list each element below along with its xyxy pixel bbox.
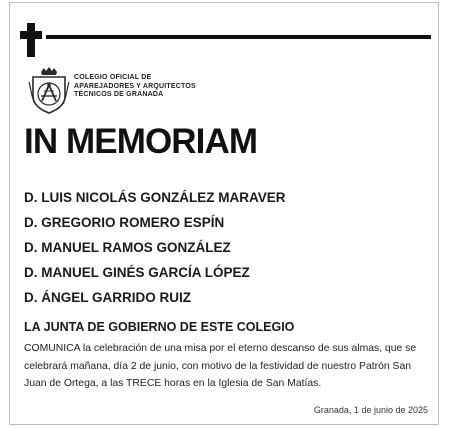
page-title: IN MEMORIAM — [24, 122, 258, 161]
deceased-name: D. LUIS NICOLÁS GONZÁLEZ MARAVER — [24, 190, 286, 205]
announcement-verb: COMUNICA — [24, 343, 80, 354]
announcement-paragraph — [24, 340, 428, 393]
organization-line-2: APAREJADORES Y ARQUITECTOS — [74, 82, 196, 90]
organization-line-1: COLEGIO OFICIAL DE — [74, 74, 152, 81]
latin-cross-icon — [20, 23, 42, 57]
deceased-name: D. MANUEL RAMOS GONZÁLEZ — [24, 240, 231, 255]
deceased-list — [24, 185, 286, 310]
deceased-name: D. GREGORIO ROMERO ESPÍN — [24, 215, 225, 230]
college-seal-logo — [27, 66, 71, 114]
deceased-name: D. MANUEL GINÉS GARCÍA LÓPEZ — [24, 265, 250, 280]
organization-name — [74, 74, 234, 100]
organization-line-3: TÉCNICOS DE GRANADA — [74, 91, 164, 98]
deceased-name: D. ÁNGEL GARRIDO RUIZ — [24, 290, 192, 305]
dateline: Granada, 1 de junio de 2025 — [313, 405, 428, 415]
governing-board-heading: LA JUNTA DE GOBIERNO DE ESTE COLEGIO — [24, 320, 295, 334]
top-divider — [46, 35, 431, 39]
announcement-text: la celebración de una misa por el eterno descanso de sus almas, que se celebrará mañana, día 2 de junio, con motivo de la festividad de nuestro Patrón San Juan de Ortega, a las TRECE horas en la Iglesia de San Matías. — [24, 343, 417, 389]
